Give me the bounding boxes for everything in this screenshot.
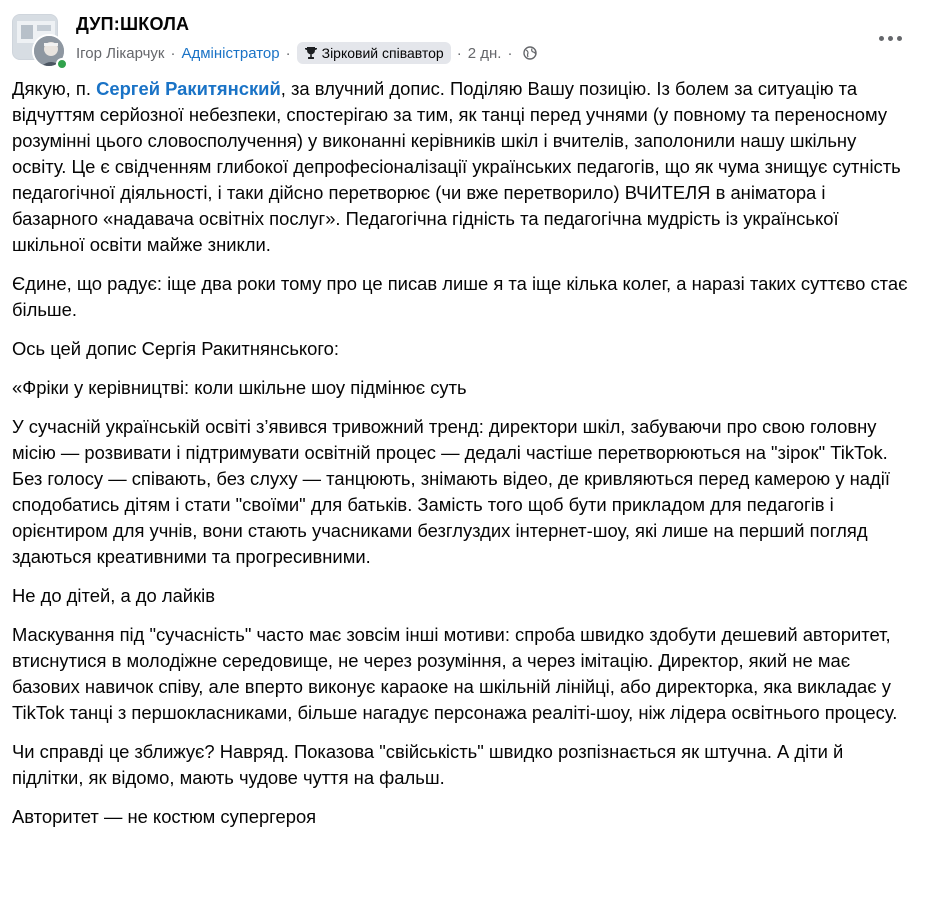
- paragraph: [12, 76, 912, 258]
- online-status-dot: [56, 58, 68, 70]
- author-name-link[interactable]: Ігор Лікарчук: [76, 44, 165, 62]
- paragraph: У сучасній українській освіті з’явився тривожний тренд: директори шкіл, забуваючи про свою головну місію — розвивати і підтримувати освітній процес — дедалі частіше перетворюються на "зірок" TikTok. Без голосу — співають, без слуху — танцюють, знімають відео, де кривляються перед камерою у надії сподобатись дітям і стати "своїми" для батьків. Замість того щоб бути прикладом для педагогів і орієнтиром для учнів, вони стають учасниками безглуздих інтернет-шоу, які лише на перший погляд здаються креативними та прогресивними.: [12, 416, 890, 567]
- trophy-icon: [304, 46, 318, 60]
- meta-separator: ·: [170, 44, 176, 62]
- avatar-stack[interactable]: [12, 14, 64, 66]
- post-body: [12, 76, 912, 843]
- meta-separator: ·: [456, 44, 462, 62]
- top-contributor-badge[interactable]: [297, 42, 451, 64]
- paragraph: Не до дітей, а до лайків: [12, 585, 215, 606]
- paragraph: Маскування під "сучасність" часто має зовсім інші мотиви: спроба швидко здобути дешевий авторитет, втиснутися в молодіжне середовище, не через розуміння, а через імітацію. Директор, який не має базових навичок співу, але вперто виконує караоке на шкільній лінійці, або директорка, яка викладає у TikTok танці з першокласниками, більше нагадує персонажа реаліті-шоу, ніж лідера освітнього процесу.: [12, 624, 898, 723]
- badge-label: Зірковий співавтор: [321, 45, 444, 61]
- paragraph: Єдине, що радує: іще два роки тому про це писав лише я та іще кілька колег, а наразі таких суттєво стає більше.: [12, 273, 908, 320]
- meta-separator: ·: [285, 44, 291, 62]
- more-horizontal-icon-dot: [897, 36, 902, 41]
- text-span: Дякую, п.: [12, 78, 97, 99]
- mention-link[interactable]: Сергей Ракитянский: [96, 78, 281, 99]
- post-meta: [76, 40, 537, 66]
- text-span: , за влучний допис. Поділяю Вашу позицію. Із болем за ситуацію та відчуттям серйозної небезпеки, спостерігаю за тим, як танці перед учнями (у повному та переносному розумінні цього словосполучення) у виконанні керівників шкіл і вчителів, заполонили нашу шкільну освіту. Це є свідченням глибокої депрофесіоналізації українських педагогів, що як чума знищує сутність педагогічної діяльності, і таки дійсно перетворює (чи вже перетворило) ВЧИТЕЛЯ в аніматора і базарного «надавача освітніх послуг». Педагогічна гідність та педагогічна мудрість із української шкільної освіти майже зникли.: [12, 78, 901, 255]
- more-horizontal-icon-dot: [888, 36, 893, 41]
- paragraph: Чи справді це зближує? Навряд. Показова "свійськість" швидко розпізнається як штучна. А діти й підлітки, як відомо, мають чудове чуття на фальш.: [12, 741, 844, 788]
- meta-separator: ·: [507, 44, 513, 62]
- more-horizontal-icon: [879, 36, 884, 41]
- post-header: [0, 0, 928, 78]
- globe-icon[interactable]: [523, 46, 537, 60]
- paragraph: Ось цей допис Сергія Ракитнянського:: [12, 338, 340, 359]
- paragraph: «Фріки у керівництві: коли шкільне шоу підмінює суть: [12, 377, 467, 398]
- role-label[interactable]: Адміністратор: [181, 44, 280, 62]
- post-time-link[interactable]: 2 дн.: [467, 44, 502, 62]
- paragraph: Авторитет — не костюм супергероя: [12, 806, 317, 827]
- more-options-button[interactable]: [874, 24, 906, 52]
- group-name-link[interactable]: ДУП:ШКОЛА: [76, 14, 190, 34]
